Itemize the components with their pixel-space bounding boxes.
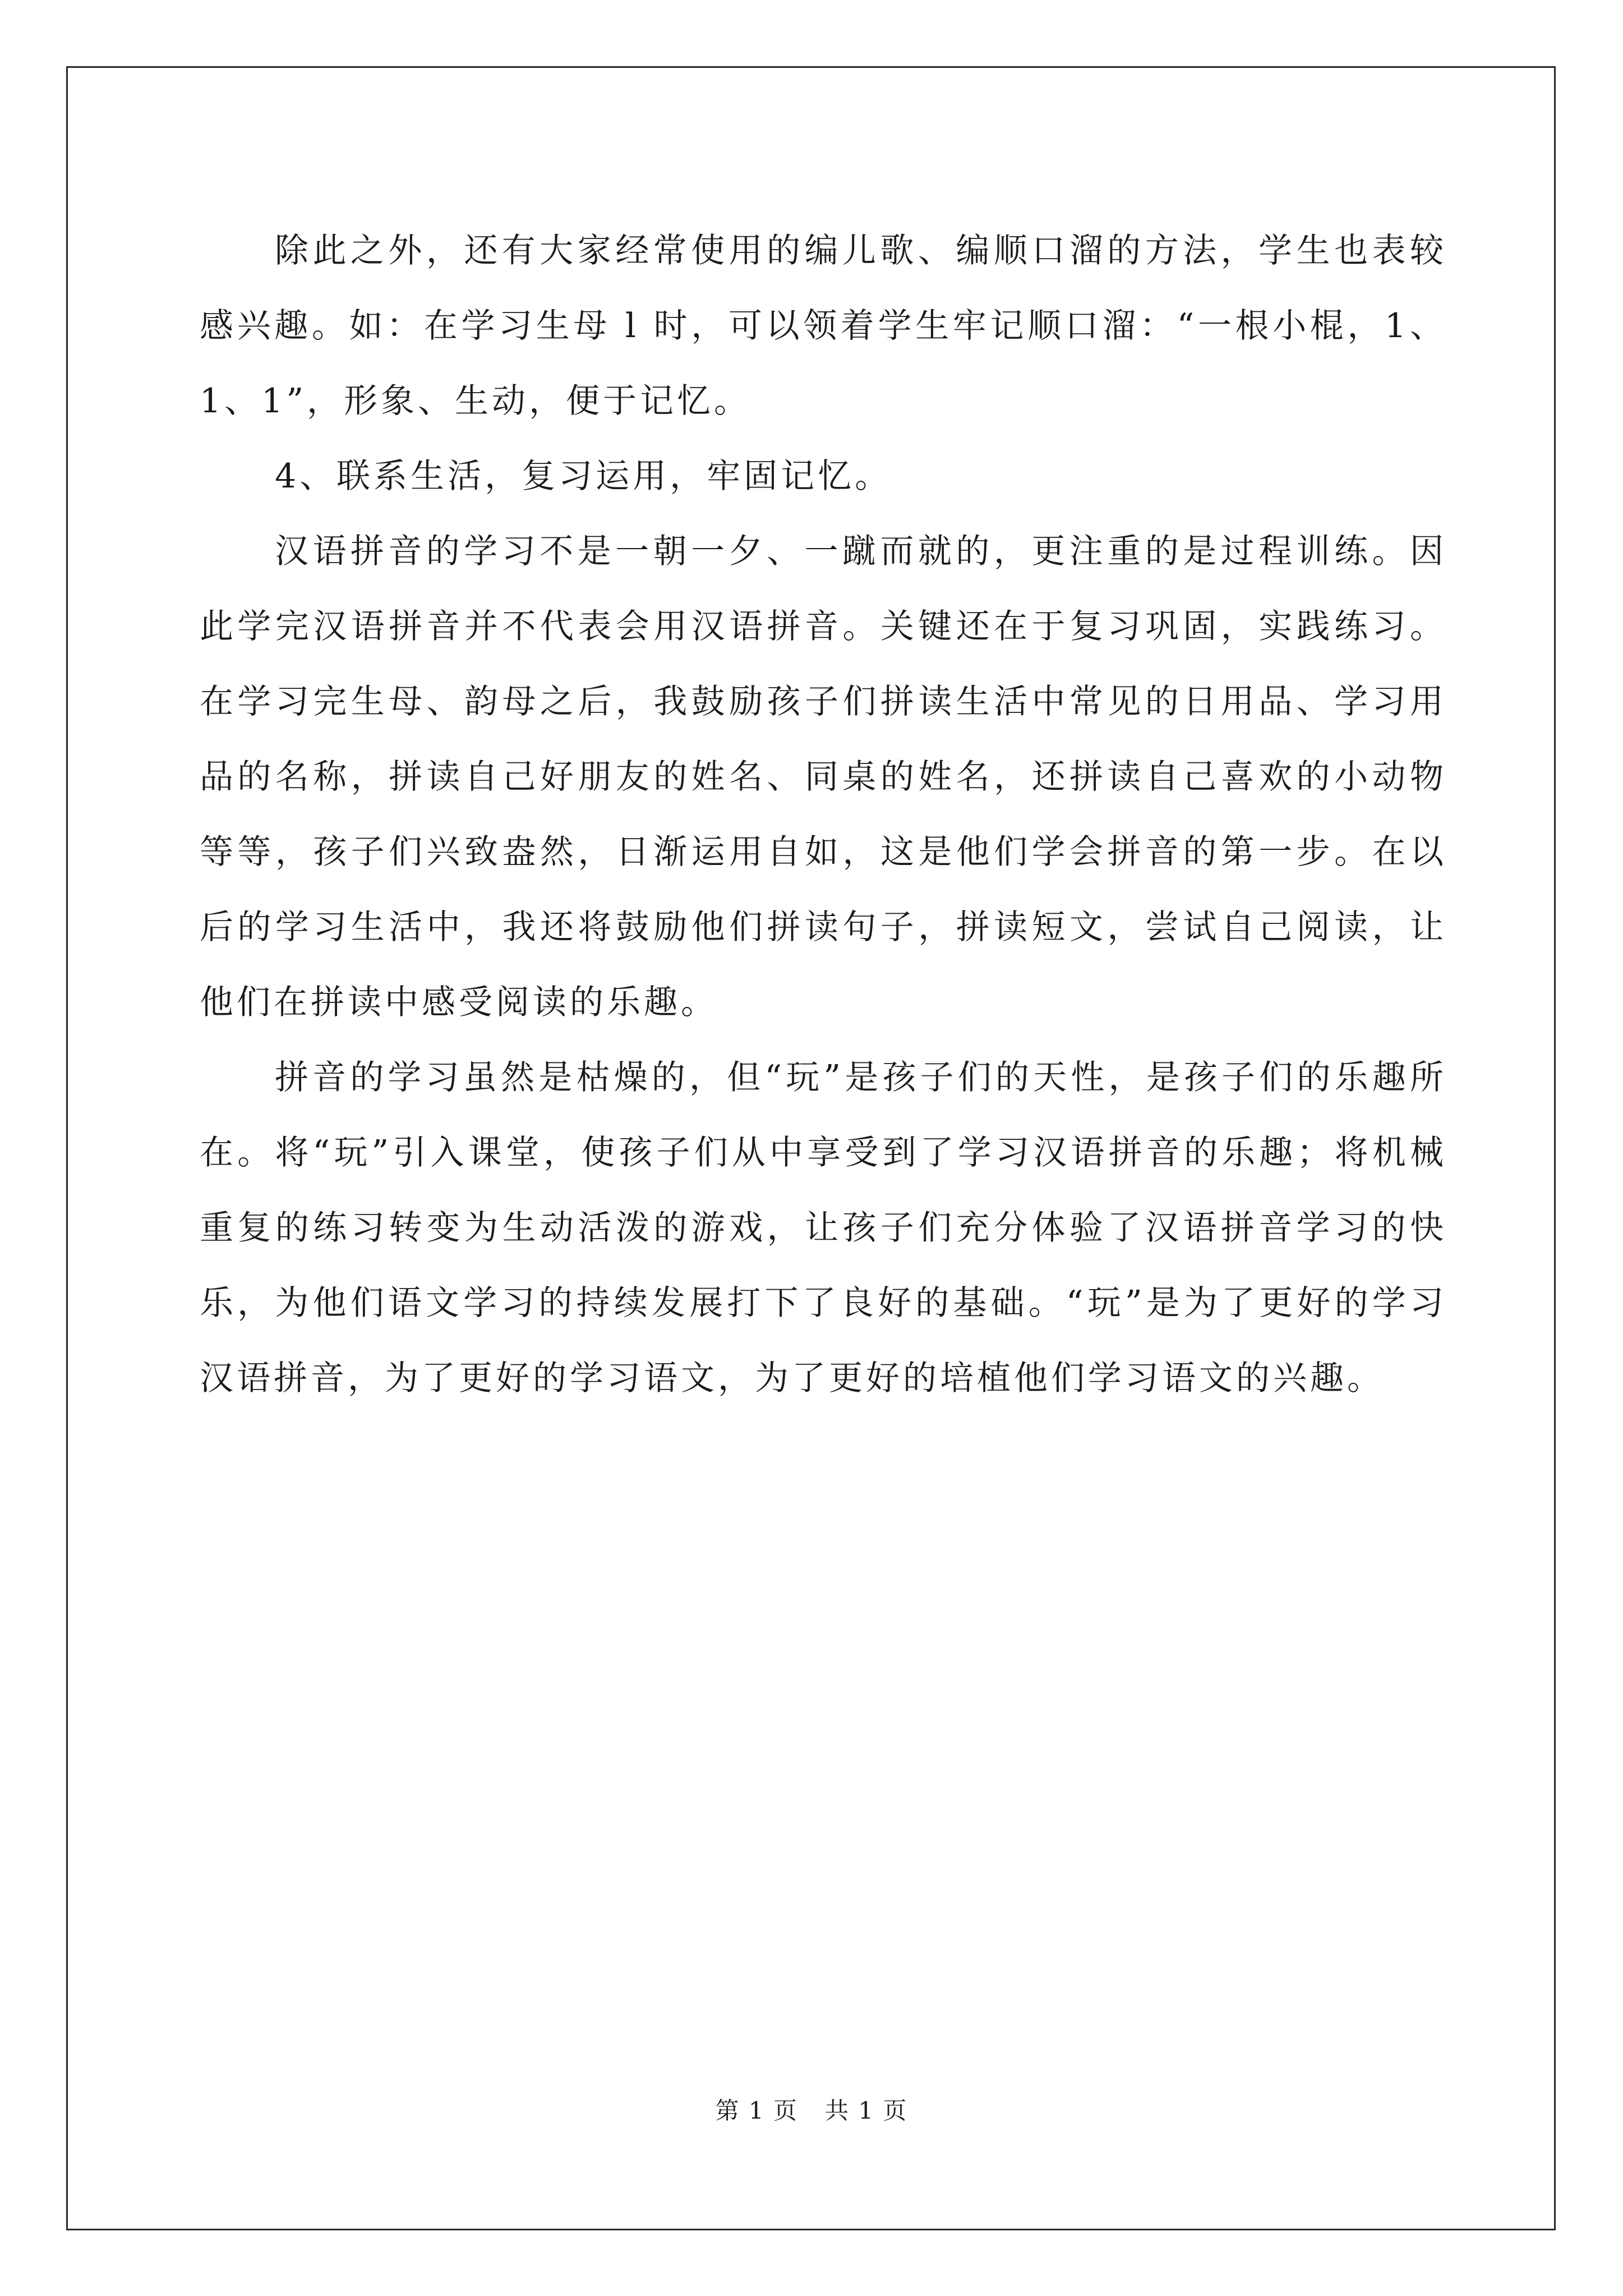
paragraph-3: 汉语拼音的学习不是一朝一夕、一蹴而就的，更注重的是过程训练。因此学完汉语拼音并不代表会用汉语拼音。关键还在于复习巩固，实践练习。在学习完生母、韵母之后，我鼓励孩子们拼读生活中常见的日用品、学习用品的名称，拼读自己好朋友的姓名、同桌的姓名，还拼读自己喜欢的小动物等等，孩子们兴致盎然，日渐运用自如，这是他们学会拼音的第一步。在以后的学习生活中，我还将鼓励他们拼读句子，拼读短文，尝试自己阅读，让他们在拼读中感受阅读的乐趣。 xyxy=(200,532,1447,1022)
paragraph-2: 4、联系生活，复习运用，牢固记忆。 xyxy=(275,457,892,496)
page-number: 第 1 页 xyxy=(715,2097,798,2124)
page-footer xyxy=(0,2095,1623,2127)
document-body xyxy=(200,213,1447,1416)
paragraph-1: 除此之外，还有大家经常使用的编儿歌、编顺口溜的方法，学生也表较感兴趣。如：在学习生母 l 时，可以领着学生牢记顺口溜：“一根小棍，1、1、1”，形象、生动，便于记忆。 xyxy=(200,231,1447,421)
page-total: 共 1 页 xyxy=(825,2097,908,2124)
paragraph-4: 拼音的学习虽然是枯燥的，但“玩”是孩子们的天性，是孩子们的乐趣所在。将“玩”引入课堂，使孩子们从中享受到了学习汉语拼音的乐趣；将机械重复的练习转变为生动活泼的游戏，让孩子们充分体验了汉语拼音学习的快乐，为他们语文学习的持续发展打下了良好的基础。“玩”是为了更好的学习汉语拼音，为了更好的学习语文，为了更好的培植他们学习语文的兴趣。 xyxy=(200,1058,1447,1398)
